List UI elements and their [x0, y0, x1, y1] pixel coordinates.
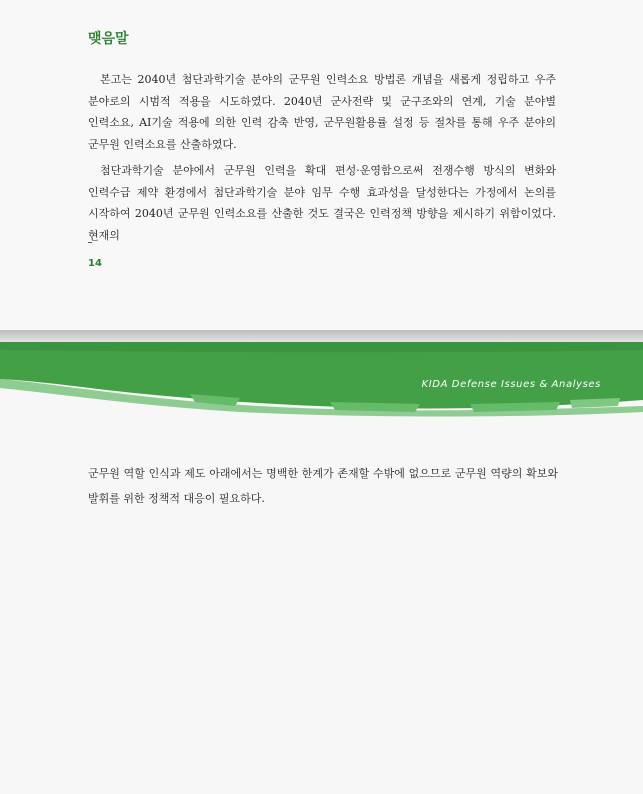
paragraph-1: 본고는 2040년 첨단과학기술 분야의 군무원 인력소요 방법론 개념을 새롭게 정립하고 우주 분야로의 시범적 적용을 시도하였다. 2040년 군사전략 및 군구조와의 연계, 기술 분야별 인력소요, AI기술 적용에 의한 인력 감축 반영, 군무원활용률 설정 등 절차를 통해 우주 분야의 군무원 인력소요를 산출하였다.	[88, 73, 556, 151]
section-heading: 맺음말	[88, 31, 129, 47]
page-number-mark	[88, 242, 92, 243]
page-divider	[0, 330, 643, 342]
paragraph-3: 군무원 역할 인식과 제도 아래에서는 명백한 한계가 존재할 수밖에 없으므로 군무원 역량의 확보와 발휘를 위한 정책적 대응이 필요하다.	[88, 467, 558, 505]
page-number: 14	[88, 258, 102, 269]
paragraph-2: 첨단과학기술 분야에서 군무원 인력을 확대 편성·운영함으로써 전쟁수행 방식의 변화와 인력수급 제약 환경에서 첨단과학기술 분야 임무 수행 효과성을 달성한다는 가정에서 논의를 시작하여 2040년 군무원 인력소요를 산출한 것도 결국은 인력정책 방향을 제시하기 위함이었다. 현재의	[88, 164, 556, 242]
upper-page	[0, 0, 643, 330]
banner-title: KIDA Defense Issues & Analyses	[421, 379, 601, 390]
